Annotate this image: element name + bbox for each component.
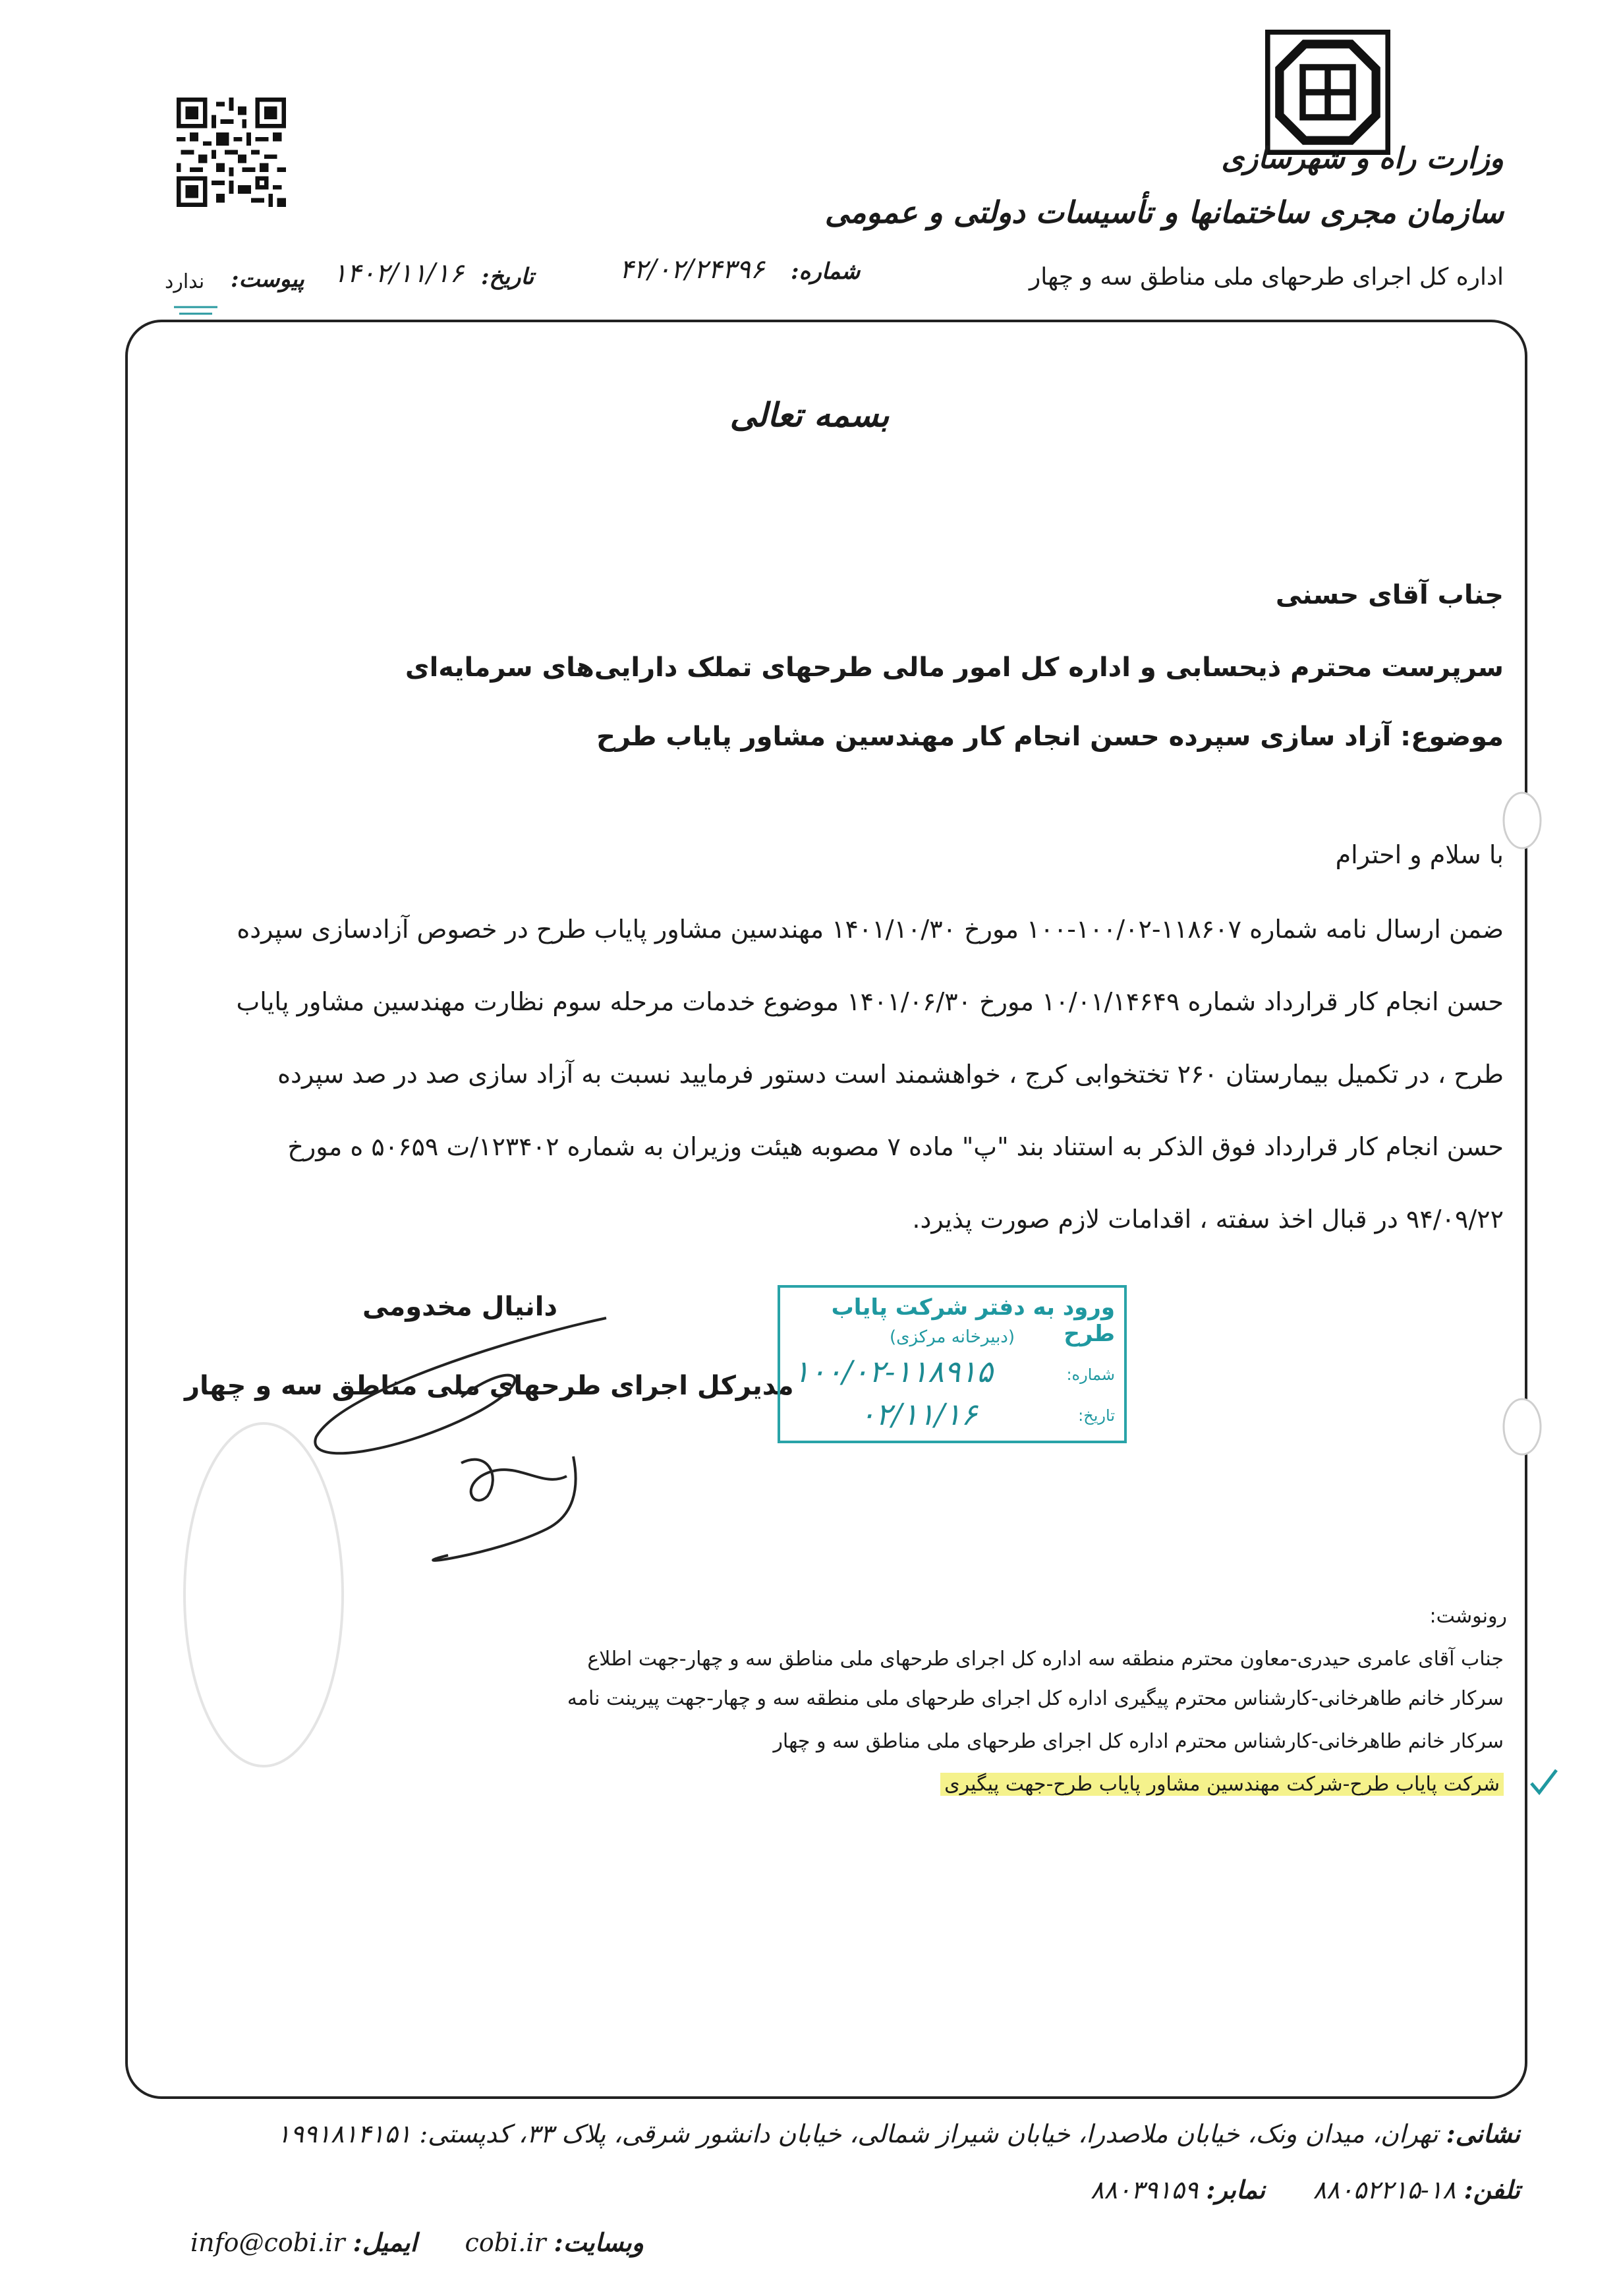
email-link[interactable]: info@cobi.ir	[190, 2228, 345, 2257]
cc-item-2: سرکار خانم طاهرخانی-کارشناس محترم پیگیری اداره کل اجرای طرحهای ملی منطقه سه و چهار-جهت پیرینت نامه	[567, 1687, 1504, 1710]
fax-value: ۸۸۰۳۹۱۵۹	[1091, 2175, 1199, 2204]
attachment-value: ندارد	[165, 270, 205, 293]
stamp-date-value: ۰۲/۱۱/۱۶	[859, 1396, 978, 1432]
website-label: وبسایت:	[554, 2227, 644, 2257]
qr-code	[177, 98, 286, 207]
ministry-name: وزارت راه و شهرسازی	[1221, 142, 1504, 175]
phone-value: ۱۸-۸۸۰۵۲۲۱۵	[1313, 2175, 1456, 2204]
check-mark-icon	[1527, 1766, 1560, 1799]
body-line-2: حسن انجام کار قرارداد شماره ۱۰/۰۱/۱۴۶۴۹ مورخ ۱۴۰۱/۰۶/۳۰ موضوع خدمات مرحله سوم نظارت مهندسین مشاور پایاب	[236, 987, 1504, 1016]
greeting: با سلام و احترام	[1335, 840, 1504, 869]
faint-oval-mark	[165, 1410, 362, 1779]
recipient-name: جناب آقای حسنی	[1275, 580, 1504, 610]
attachment-label: پیوست:	[231, 266, 304, 293]
number-label: شماره:	[791, 258, 861, 285]
date-label: تاریخ:	[481, 264, 534, 290]
stamp-subtitle: (دبیرخانه مرکزی)	[889, 1327, 1015, 1347]
ministry-logo-icon	[1265, 30, 1390, 155]
punch-hole-bottom	[1496, 1391, 1548, 1463]
footer-web	[190, 2227, 644, 2257]
cc-item-3: سرکار خانم طاهرخانی-کارشناس محترم اداره کل اجرای طرحهای ملی مناطق سه و چهار	[773, 1730, 1504, 1753]
body-line-3: طرح ، در تکمیل بیمارستان ۲۶۰ تختخوابی کرج ، خواهشمند است دستور فرمایید نسبت به آزاد سازی صد در صد سپرده	[277, 1060, 1504, 1089]
stamp-title: ورود به دفتر شرکت پایاب طرح	[831, 1294, 1115, 1347]
organization-name: سازمان مجری ساختمانها و تأسیسات دولتی و عمومی	[824, 194, 1504, 230]
number-value: ۴۲/۰۲/۲۴۳۹۶	[619, 254, 765, 285]
stamp-number-value: ۱۰۰/۰۲-۱۱۸۹۱۵	[793, 1354, 993, 1389]
signer-name: دانیال مخدومی	[362, 1292, 558, 1322]
punch-hole-top	[1496, 784, 1548, 857]
stamp-date-label: تاریخ:	[1078, 1406, 1115, 1425]
attachment-underline	[173, 304, 219, 318]
received-stamp	[778, 1285, 1127, 1443]
department-name: اداره کل اجرای طرحهای ملی مناطق سه و چهار	[1029, 264, 1504, 291]
footer-address	[277, 2119, 1520, 2148]
letter-subject: موضوع: آزاد سازی سپرده حسن انجام کار مهندسین مشاور پایاب طرح	[596, 722, 1504, 752]
date-value: ۱۴۰۲/۱۱/۱۶	[333, 258, 464, 289]
cc-item-4-text: شرکت پایاب طرح-شرکت مهندسین مشاور پایاب طرح-جهت پیگیری	[940, 1773, 1504, 1796]
fax-label: نمابر:	[1206, 2175, 1266, 2204]
recipient-title: سرپرست محترم ذیحسابی و اداره کل امور مالی طرحهای تملک دارایی‌های سرمایه‌ای	[405, 652, 1504, 683]
signer-title: مدیرکل اجرای طرحهای ملی مناطق سه و چهار	[185, 1371, 794, 1401]
footer-phone	[1091, 2175, 1520, 2204]
cc-title: رونوشت:	[1429, 1605, 1507, 1628]
letter-body	[107, 893, 1504, 1255]
website-link[interactable]: cobi.ir	[465, 2228, 546, 2257]
phone-label: تلفن:	[1463, 2175, 1520, 2204]
stamp-number-label: شماره:	[1066, 1365, 1115, 1384]
body-line-5: ۹۴/۰۹/۲۲ در قبال اخذ سفته ، اقدامات لازم صورت پذیرد.	[912, 1205, 1504, 1234]
body-line-4: حسن انجام کار قرارداد فوق الذکر به استناد بند "پ" ماده ۷ مصوبه هیئت وزیران به شماره ۱۲۳۴۰۲/ت ۵۰۶۵۹ ه مورخ	[287, 1132, 1504, 1161]
body-line-1: ضمن ارسال نامه شماره ۱۱۸۶۰۷-۱۰۰/۰۲-۱۰۰ مورخ ۱۴۰۱/۱۰/۳۰ مهندسین مشاور پایاب طرح در خصوص آزادسازی سپرده	[237, 915, 1504, 944]
email-label: ایمیل:	[353, 2227, 418, 2257]
address-text: تهران، میدان ونک، خیابان ملاصدرا، خیابان شیراز شمالی، خیابان دانشور شرقی، پلاک ۳۳، کدپستی: ۱۹۹۱۸۱۴۱۵۱	[277, 2119, 1438, 2148]
cc-item-1: جناب آقای عامری حیدری-معاون محترم منطقه سه اداره کل اجرای طرحهای ملی مناطق سه و چهار-جهت اطلاع	[587, 1648, 1504, 1671]
cc-item-4	[940, 1773, 1504, 1796]
bismillah: بسمه تعالی	[729, 395, 890, 434]
address-label: نشانی:	[1446, 2119, 1520, 2148]
